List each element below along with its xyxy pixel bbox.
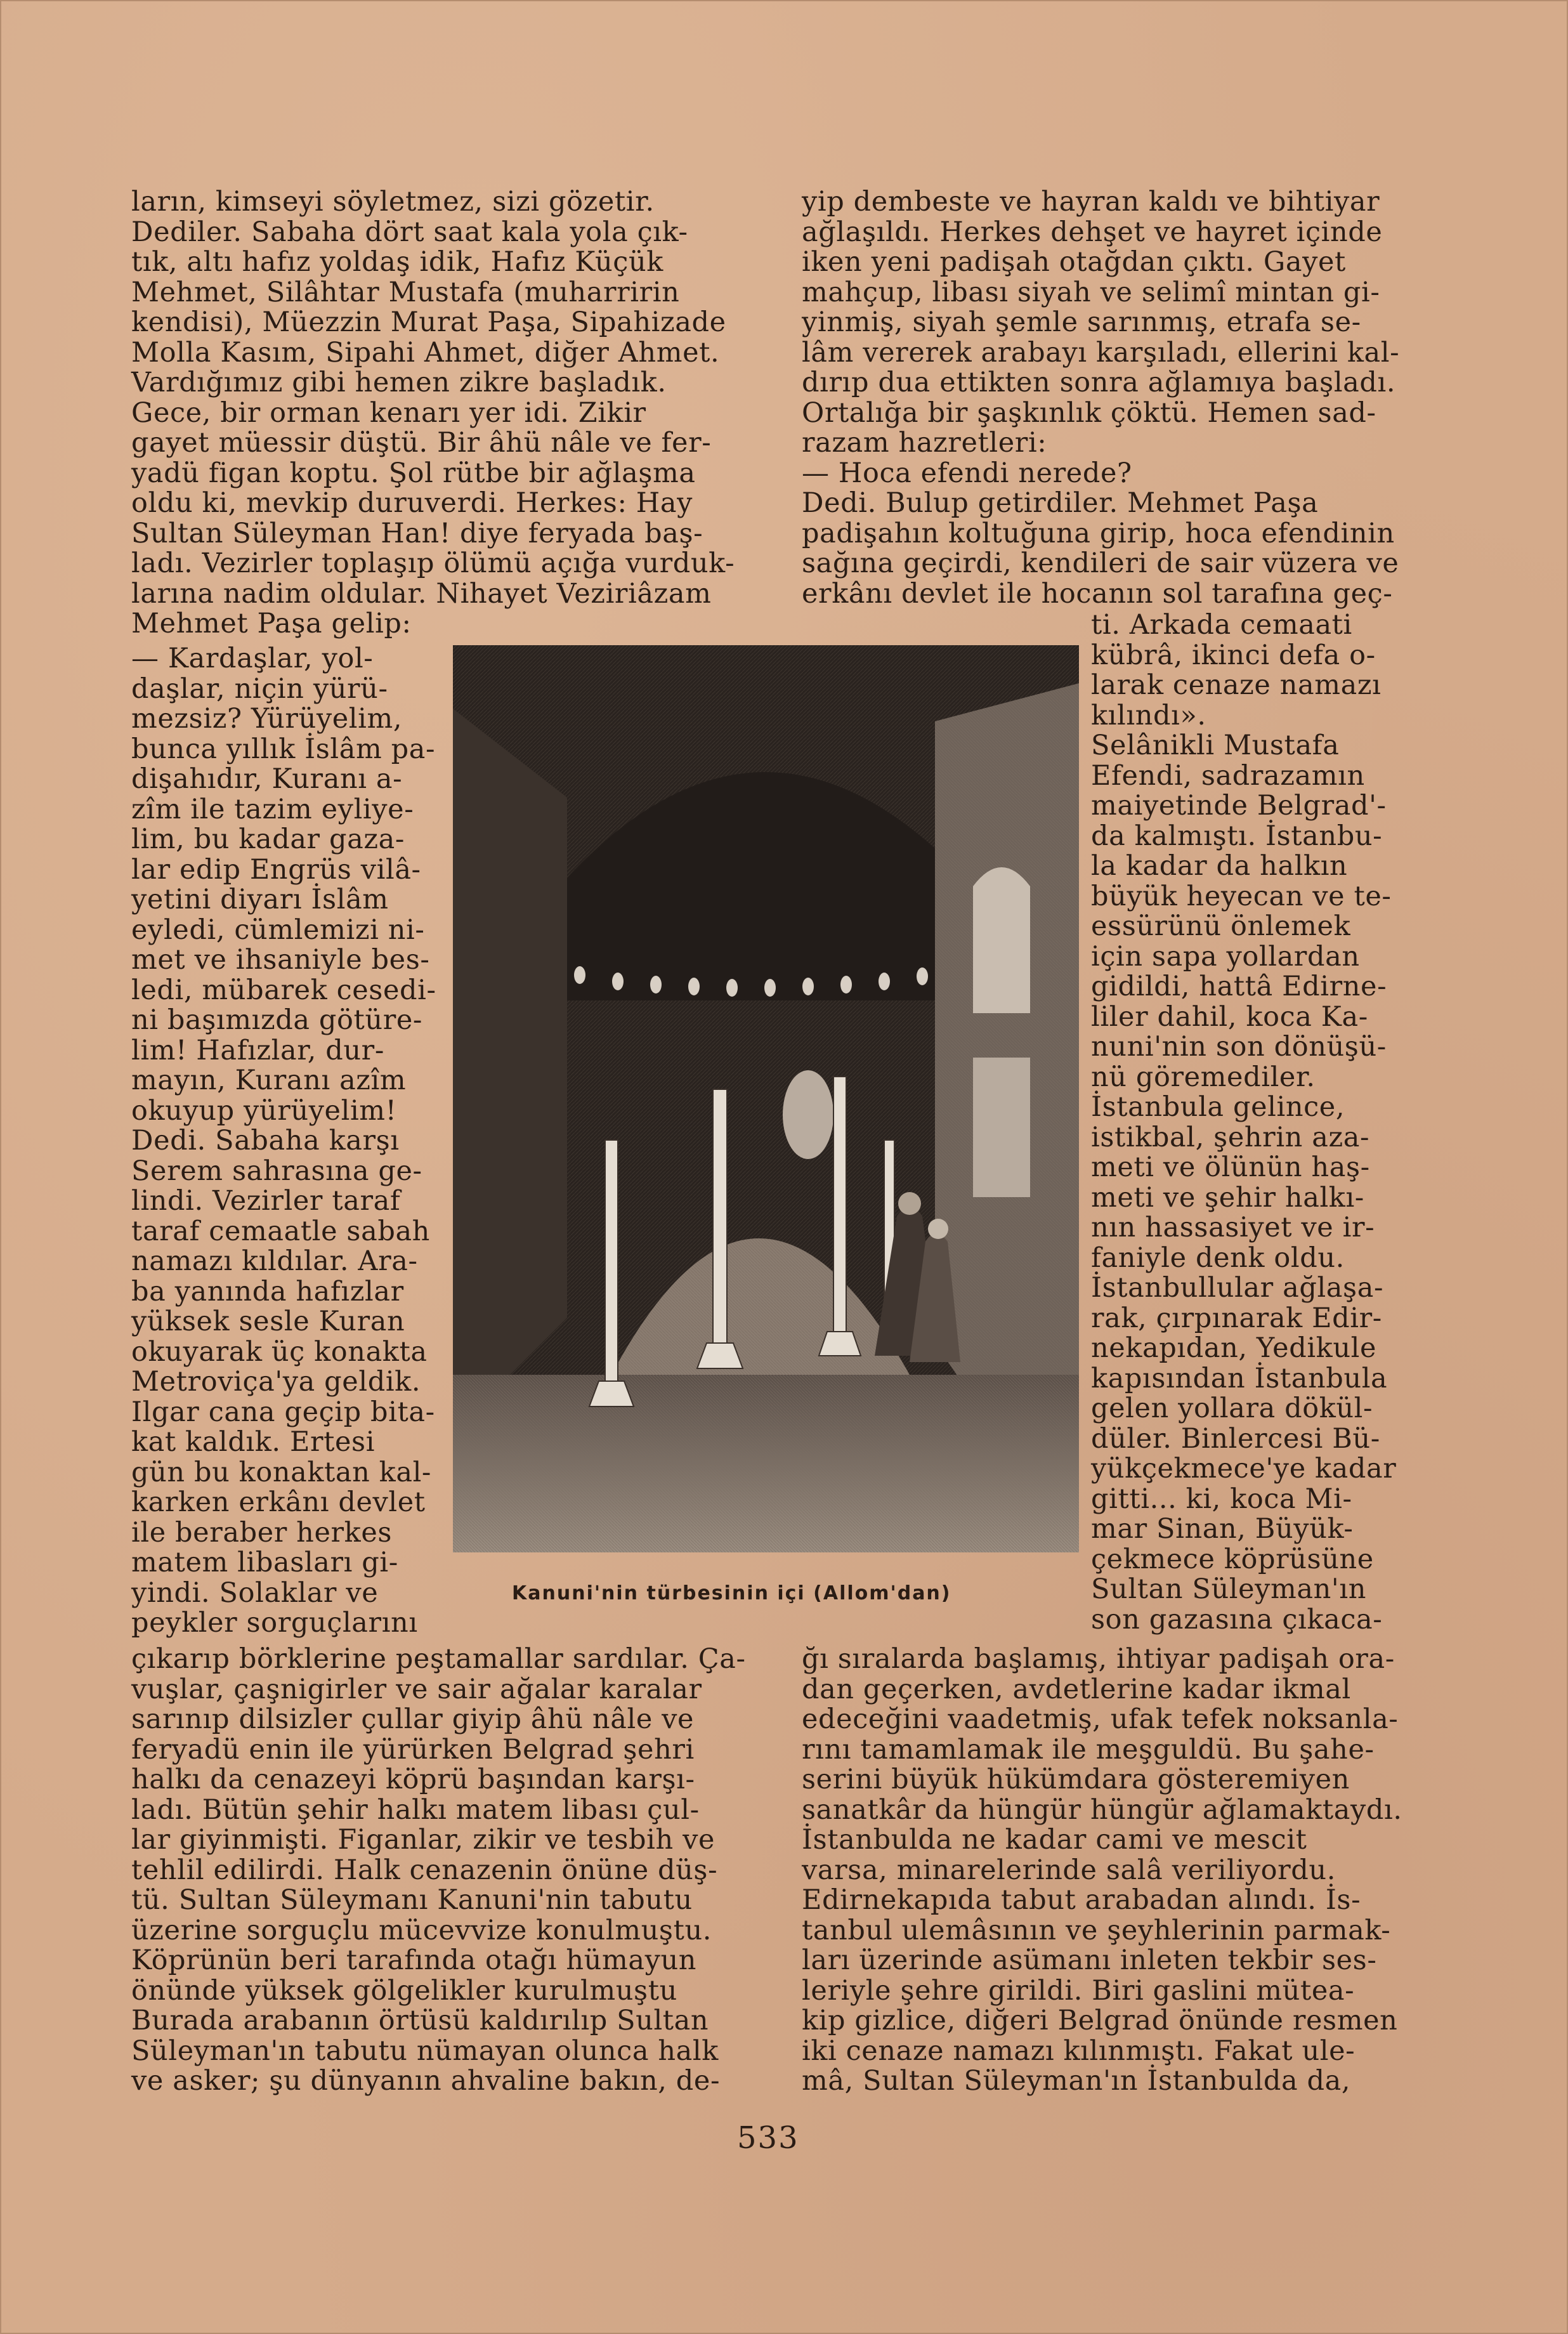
- text-line: ları üzerinde asümanı inleten tekbir ses-: [802, 1944, 1377, 1976]
- text-line: ve asker; şu dünyanın ahvaline bakın, de-: [131, 2065, 721, 2097]
- text-line: gidildi, hattâ Edirne-: [1091, 971, 1387, 1002]
- text-line: Selânikli Mustafa: [1091, 730, 1340, 761]
- text-line: dan geçerken, avdetlerine kadar ikmal: [802, 1673, 1351, 1705]
- text-line: leriyle şehre girildi. Biri gaslini mütea-: [802, 1974, 1355, 2007]
- text-line: Molla Kasım, Sipahi Ahmet, diğer Ahmet.: [131, 336, 720, 369]
- text-line: halkı da cenazeyi köprü başından karşı-: [131, 1764, 695, 1795]
- text-line: nekapıdan, Yedikule: [1091, 1332, 1377, 1364]
- tomb-interior-engraving: [453, 645, 1079, 1552]
- text-line: Ilgar cana geçip bita-: [131, 1396, 435, 1428]
- text-line: essürünü önlemek: [1091, 910, 1351, 942]
- text-line: Köprünün beri tarafında otağı hümayun: [131, 1944, 697, 1976]
- text-line: Mehmet Paşa gelip:: [131, 608, 412, 639]
- text-line: erkânı devlet ile hocanın sol tarafına geç-: [802, 577, 1393, 610]
- text-line: ğı sıralarda başlamış, ihtiyar padişah ora-: [802, 1643, 1395, 1675]
- text-line: kübrâ, ikinci defa o-: [1091, 639, 1376, 671]
- left-column-top: [131, 187, 788, 639]
- text-line: karken erkânı devlet: [131, 1486, 426, 1518]
- text-line: gitti... ki, koca Mi-: [1091, 1483, 1352, 1515]
- text-line: Süleyman'ın tabutu nümayan olunca halk: [131, 2035, 719, 2067]
- text-line: larak cenaze namazı: [1091, 669, 1382, 701]
- text-line: yüksek sesle Kuran: [131, 1306, 405, 1337]
- text-line: lim, bu kadar gaza-: [131, 823, 405, 855]
- text-line: ağlaşıldı. Herkes dehşet ve hayret içinde: [802, 216, 1383, 248]
- text-line: padişahın koltuğuna girip, hoca efendinin: [802, 517, 1395, 549]
- text-line: çekmece köprüsüne: [1091, 1543, 1374, 1575]
- text-line: okuyup yürüyelim!: [131, 1094, 397, 1127]
- text-line: tanbul ulemâsının ve şeyhlerinin parmak-: [802, 1914, 1391, 1946]
- text-line: vuşlar, çaşnigirler ve sair ağalar karalar: [131, 1673, 702, 1705]
- text-line: okuyarak üç konakta: [131, 1335, 428, 1368]
- text-line: Ortalığa bir şaşkınlık çöktü. Hemen sad-: [802, 397, 1376, 429]
- text-line: namazı kıldılar. Ara-: [131, 1245, 418, 1277]
- text-line: Gece, bir orman kenarı yer idi. Zikir: [131, 397, 646, 429]
- text-line: taraf cemaatle sabah: [131, 1215, 430, 1247]
- text-line: yetini diyarı İslâm: [131, 884, 389, 915]
- text-line: met ve ihsaniyle bes-: [131, 944, 430, 976]
- text-line: için sapa yollardan: [1091, 940, 1360, 973]
- left-column-narrow: [131, 644, 442, 1639]
- text-line: liler dahil, koca Ka-: [1091, 1000, 1368, 1033]
- text-line: ni başımızda götüre-: [131, 1004, 423, 1036]
- text-line: Sultan Süleyman'ın: [1091, 1573, 1366, 1605]
- text-line: iki cenaze namazı kılınmıştı. Fakat ule-: [802, 2035, 1356, 2067]
- text-line: maiyetinde Belgrad'-: [1091, 790, 1387, 822]
- text-line: çıkarıp börklerine peştamallar sardılar. Ça-: [131, 1643, 746, 1675]
- text-line: varsa, minarelerinde salâ veriliyordu.: [802, 1854, 1336, 1886]
- text-line: ların, kimseyi söyletmez, sizi gözetir.: [131, 186, 655, 218]
- text-line: Dedi. Bulup getirdiler. Mehmet Paşa: [802, 487, 1319, 519]
- text-line: İstanbulda ne kadar cami ve mescit: [802, 1824, 1307, 1856]
- text-line: gün bu konaktan kal-: [131, 1456, 432, 1488]
- text-line: mayın, Kuranı azîm: [131, 1065, 407, 1096]
- text-line: istikbal, şehrin aza-: [1091, 1121, 1370, 1153]
- text-line: Sultan Süleyman Han! diye feryada baş-: [131, 517, 703, 549]
- text-line: kendisi), Müezzin Murat Paşa, Sipahizade: [131, 306, 726, 338]
- text-line: rını tamamlamak ile meşguldü. Bu şahe-: [802, 1733, 1375, 1766]
- text-line: peykler sorguçlarını: [131, 1607, 418, 1639]
- text-line: tık, altı hafız yoldaş idik, Hafız Küçük: [131, 246, 663, 278]
- text-line: razam hazretleri:: [802, 427, 1047, 459]
- text-line: edeceğini vaadetmiş, ufak tefek noksanla-: [802, 1703, 1399, 1735]
- text-line: büyük heyecan ve te-: [1091, 880, 1392, 912]
- text-line: meti ve şehir halkı-: [1091, 1181, 1364, 1214]
- text-line: son gazasına çıkaca-: [1091, 1603, 1383, 1636]
- text-line: yadü figan koptu. Şol rütbe bir ağlaşma: [131, 457, 696, 489]
- text-line: İstanbullular ağlaşa-: [1091, 1272, 1384, 1304]
- text-line: oldu ki, mevkip duruverdi. Herkes: Hay: [131, 487, 693, 519]
- text-line: ti. Arkada cemaati: [1091, 609, 1352, 641]
- text-line: yip dembeste ve hayran kaldı ve bihtiyar: [802, 186, 1380, 218]
- text-line: mar Sinan, Büyük-: [1091, 1513, 1354, 1545]
- text-line: mahçup, libası siyah ve selimî mintan gi-: [802, 276, 1380, 308]
- text-line: sanatkâr da hüngür hüngür ağlamaktaydı.: [802, 1793, 1402, 1826]
- text-line: dişahıdır, Kuranı a-: [131, 763, 403, 795]
- left-column-bottom: [131, 1644, 791, 2097]
- text-line: rak, çırpınarak Edir-: [1091, 1302, 1382, 1334]
- text-line: lindi. Vezirler taraf: [131, 1185, 401, 1217]
- right-column-narrow: [1091, 610, 1434, 1635]
- text-line: kapısından İstanbula: [1091, 1362, 1388, 1394]
- text-line: ba yanında hafızlar: [131, 1275, 404, 1308]
- text-line: matem libasları gi-: [131, 1547, 398, 1578]
- text-line: üzerine sorguçlu mücevvize konulmuştu.: [131, 1914, 712, 1946]
- figure-caption: Kanuni'nin türbesinin içi (Allom'dan): [512, 1582, 951, 1604]
- text-line: lâm vererek arabayı karşıladı, ellerini kal-: [802, 336, 1400, 369]
- text-line: iken yeni padişah otağdan çıktı. Gayet: [802, 246, 1346, 278]
- text-line: kat kaldık. Ertesi: [131, 1426, 376, 1458]
- text-line: Burada arabanın örtüsü kaldırılıp Sultan: [131, 2005, 709, 2036]
- text-line: nın hassasiyet ve ir-: [1091, 1212, 1375, 1243]
- text-line: ladı. Bütün şehir halkı matem libası çul-: [131, 1793, 700, 1826]
- text-line: feryadü enin ile yürürken Belgrad şehri: [131, 1733, 695, 1766]
- text-line: ledi, mübarek cesedi-: [131, 974, 436, 1006]
- text-line: gelen yollara dökül-: [1091, 1393, 1373, 1424]
- text-line: Edirnekapıda tabut arabadan alındı. İs-: [802, 1884, 1361, 1916]
- page-number: 533: [737, 2120, 799, 2156]
- text-line: İstanbula gelince,: [1091, 1091, 1345, 1123]
- text-line: dırıp dua ettikten sonra ağlamıya başladı.: [802, 367, 1396, 398]
- text-line: ile beraber herkes: [131, 1516, 393, 1549]
- text-line: Dedi. Sabaha karşı: [131, 1125, 400, 1157]
- text-line: kip gizlice, diğeri Belgrad önünde resmen: [802, 2005, 1398, 2036]
- text-line: gayet müessir düştü. Bir âhü nâle ve fer-: [131, 427, 712, 459]
- text-line: — Kardaşlar, yol-: [131, 643, 374, 674]
- text-line: düler. Binlercesi Bü-: [1091, 1422, 1380, 1455]
- text-line: Serem sahrasına ge-: [131, 1155, 422, 1187]
- right-column-bottom: [802, 1644, 1436, 2097]
- text-line: sarınıp dilsizler çullar giyip âhü nâle ve: [131, 1703, 695, 1735]
- text-line: kılındı».: [1091, 699, 1206, 731]
- text-line: mâ, Sultan Süleyman'ın İstanbulda da,: [802, 2065, 1351, 2097]
- text-line: önünde yüksek gölgelikler kurulmuştu: [131, 1974, 677, 2007]
- text-line: lar giyinmişti. Figanlar, zikir ve tesbih ve: [131, 1824, 715, 1856]
- text-line: Mehmet, Silâhtar Mustafa (muharririn: [131, 276, 680, 308]
- text-line: nü göremediler.: [1091, 1061, 1316, 1093]
- text-line: Efendi, sadrazamın: [1091, 759, 1365, 792]
- text-line: mezsiz? Yürüyelim,: [131, 703, 403, 735]
- text-line: yindi. Solaklar ve: [131, 1577, 379, 1609]
- text-line: Dediler. Sabaha dört saat kala yola çık-: [131, 216, 688, 248]
- text-line: zîm ile tazim eyliye-: [131, 793, 414, 825]
- text-line: Vardığımız gibi hemen zikre başladık.: [131, 367, 667, 398]
- text-line: nuni'nin son dönüşü-: [1091, 1031, 1387, 1063]
- text-line: la kadar da halkın: [1091, 850, 1348, 882]
- text-line: yinmiş, siyah şemle sarınmış, etrafa se-: [802, 306, 1361, 338]
- text-line: lim! Hafızlar, dur-: [131, 1034, 384, 1066]
- text-line: yükçekmece'ye kadar: [1091, 1453, 1397, 1485]
- text-line: larına nadim oldular. Nihayet Veziriâzam: [131, 577, 712, 610]
- engraving-illustration: [453, 645, 1079, 1552]
- text-line: lar edip Engrüs vilâ-: [131, 853, 421, 886]
- text-line: tehlil edilirdi. Halk cenazenin önüne düş-: [131, 1854, 718, 1886]
- text-line: daşlar, niçin yürü-: [131, 672, 388, 705]
- right-column-top: [802, 187, 1436, 609]
- text-line: tü. Sultan Süleymanı Kanuni'nin tabutu: [131, 1884, 693, 1916]
- text-line: — Hoca efendi nerede?: [802, 457, 1132, 489]
- text-line: da kalmıştı. İstanbu-: [1091, 820, 1383, 852]
- text-line: serini büyük hükümdara gösteremiyen: [802, 1764, 1350, 1795]
- text-line: meti ve ölünün haş-: [1091, 1151, 1370, 1183]
- text-line: Metroviça'ya geldik.: [131, 1366, 421, 1398]
- text-line: faniyle denk oldu.: [1091, 1242, 1345, 1274]
- text-line: ladı. Vezirler toplaşıp ölümü açığa vurduk-: [131, 547, 735, 579]
- text-line: eyledi, cümlemizi ni-: [131, 914, 425, 946]
- text-line: sağına geçirdi, kendileri de sair vüzera ve: [802, 547, 1399, 579]
- text-line: bunca yıllık İslâm pa-: [131, 733, 436, 765]
